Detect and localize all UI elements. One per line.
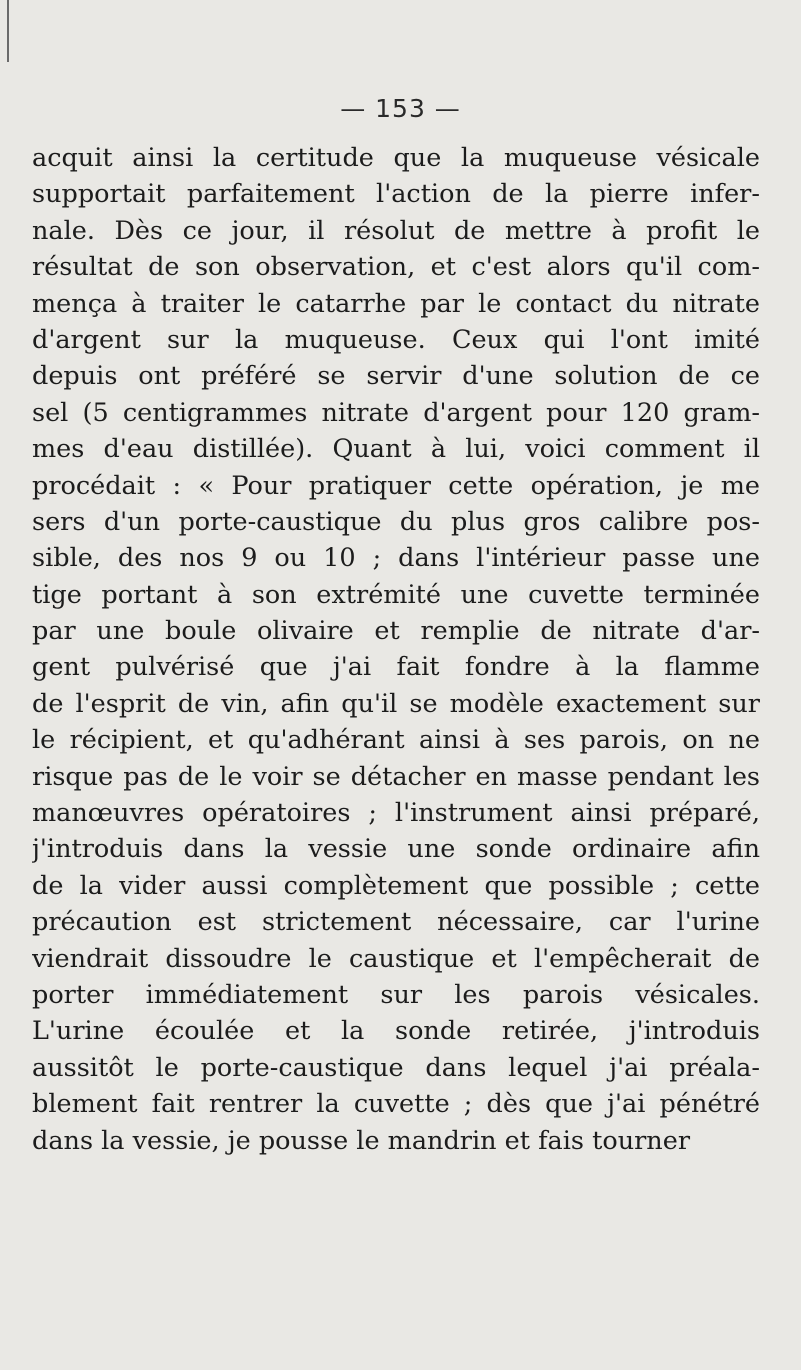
text-line: par une boule olivaire et remplie de nitrate d'ar- bbox=[32, 616, 760, 647]
text-line: mes d'eau distillée). Quant à lui, voici comment il bbox=[32, 434, 760, 465]
text-line: j'introduis dans la vessie une sonde ordinaire afin bbox=[32, 834, 760, 865]
text-line: tige portant à son extrémité une cuvette terminée bbox=[32, 579, 760, 610]
text-line: le récipient, et qu'adhérant ainsi à ses parois, on ne bbox=[32, 725, 760, 756]
text-line: L'urine écoulée et la sonde retirée, j'introduis bbox=[32, 1016, 760, 1047]
text-line: sible, des nos 9 ou 10 ; dans l'intérieur passe une bbox=[32, 543, 760, 574]
text-line: nale. Dès ce jour, il résolut de mettre à profit le bbox=[32, 215, 760, 246]
text-line: depuis ont préféré se servir d'une solution de ce bbox=[32, 361, 760, 392]
text-line: de la vider aussi complètement que possible ; cette bbox=[32, 870, 760, 901]
text-line: aussitôt le porte-caustique dans lequel j'ai préala- bbox=[32, 1052, 760, 1083]
text-line: gent pulvérisé que j'ai fait fondre à la flamme bbox=[32, 652, 760, 683]
text-line: porter immédiatement sur les parois vésicales. bbox=[32, 979, 760, 1010]
text-line: résultat de son observation, et c'est alors qu'il com- bbox=[32, 252, 760, 283]
text-line: sers d'un porte-caustique du plus gros calibre pos- bbox=[32, 506, 760, 537]
text-line: d'argent sur la muqueuse. Ceux qui l'ont imité bbox=[32, 324, 760, 355]
text-line: risque pas de le voir se détacher en masse pendant les bbox=[32, 761, 760, 792]
text-line: manœuvres opératoires ; l'instrument ainsi préparé, bbox=[32, 798, 760, 829]
text-line: viendrait dissoudre le caustique et l'empêcherait de bbox=[32, 943, 760, 974]
text-line: précaution est strictement nécessaire, car l'urine bbox=[32, 907, 760, 938]
page-edge-line bbox=[7, 0, 9, 62]
body-text bbox=[32, 140, 760, 1159]
text-line: acquit ainsi la certitude que la muqueuse vésicale bbox=[32, 143, 760, 173]
text-line: blement fait rentrer la cuvette ; dès que j'ai pénétré bbox=[32, 1089, 760, 1120]
text-line: dans la vessie, je pousse le mandrin et fais tourner bbox=[32, 1125, 691, 1156]
text-line: mença à traiter le catarrhe par le contact du nitrate bbox=[32, 288, 760, 319]
text-line: procédait : « Pour pratiquer cette opération, je me bbox=[32, 470, 760, 501]
text-line: supportait parfaitement l'action de la pierre infer- bbox=[32, 179, 760, 210]
text-line: sel (5 centigrammes nitrate d'argent pour 120 gram- bbox=[32, 397, 760, 428]
text-line: de l'esprit de vin, afin qu'il se modèle exactement sur bbox=[32, 688, 760, 719]
page-number: — 153 — bbox=[340, 94, 461, 123]
